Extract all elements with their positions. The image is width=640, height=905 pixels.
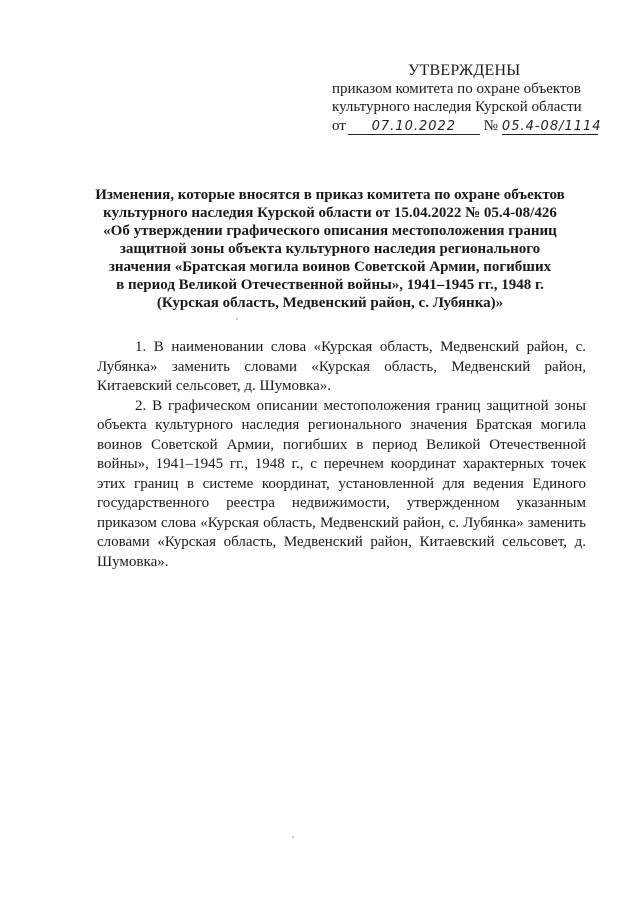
approval-heading: УТВЕРЖДЕНЫ bbox=[408, 62, 521, 79]
title-line: Изменения, которые вносятся в приказ комитета по охране объектов bbox=[95, 187, 565, 203]
date-field bbox=[348, 117, 480, 135]
scan-speck bbox=[236, 318, 238, 320]
number-field bbox=[501, 117, 602, 135]
paragraph-1: 1. В наименовании слова «Курская область, Медвенский район, с. Лубянка» заменить словами «Курская область, Медвенский район, Китаевский сельсовет, д. Шумовка». bbox=[97, 339, 586, 394]
handwritten-number: 05.4-08/1114 bbox=[501, 119, 602, 134]
handwritten-date: 07.10.2022 bbox=[371, 119, 457, 134]
title-line: защитной зоны объекта культурного наследия регионального bbox=[119, 241, 541, 257]
title-line: (Курская область, Медвенский район, с. Лубянка)» bbox=[156, 295, 504, 311]
date-prefix: от bbox=[332, 118, 346, 134]
title-line: значения «Братская могила воинов Советской Армии, погибших bbox=[108, 259, 552, 275]
document-title bbox=[70, 186, 590, 312]
approval-block bbox=[332, 62, 622, 135]
scan-speck bbox=[292, 836, 294, 838]
title-line: «Об утверждении графического описания местоположения границ bbox=[103, 223, 557, 239]
title-line: культурного наследия Курской области от 15.04.2022 № 05.4-08/426 bbox=[103, 205, 557, 221]
number-prefix: № bbox=[483, 118, 498, 134]
paragraph-2: 2. В графическом описании местоположения границ защитной зоны объекта культурного наследия регионального значения Братская могила воинов Советской Армии, погибших в период Великой Отечественной войны», 1941–1945 гг., 1948 г., с перечнем координат характерных точек этих границ в системе координат, установленной для ведения Единого государственного реестра недвижимости, утвержденном указанным приказом слова «Курская область, Медвенский район, с. Лубянка» заменить словами «Курская область, Медвенский район, Китаевский сельсовет, д. Шумовка». bbox=[97, 397, 586, 570]
approval-date-number-line bbox=[332, 117, 622, 135]
approval-line-1: приказом комитета по охране объектов bbox=[332, 81, 581, 97]
document-body bbox=[97, 338, 586, 572]
title-line: в период Великой Отечественной войны», 1941–1945 гг., 1948 г. bbox=[116, 277, 544, 293]
approval-line-2: культурного наследия Курской области bbox=[332, 99, 582, 115]
